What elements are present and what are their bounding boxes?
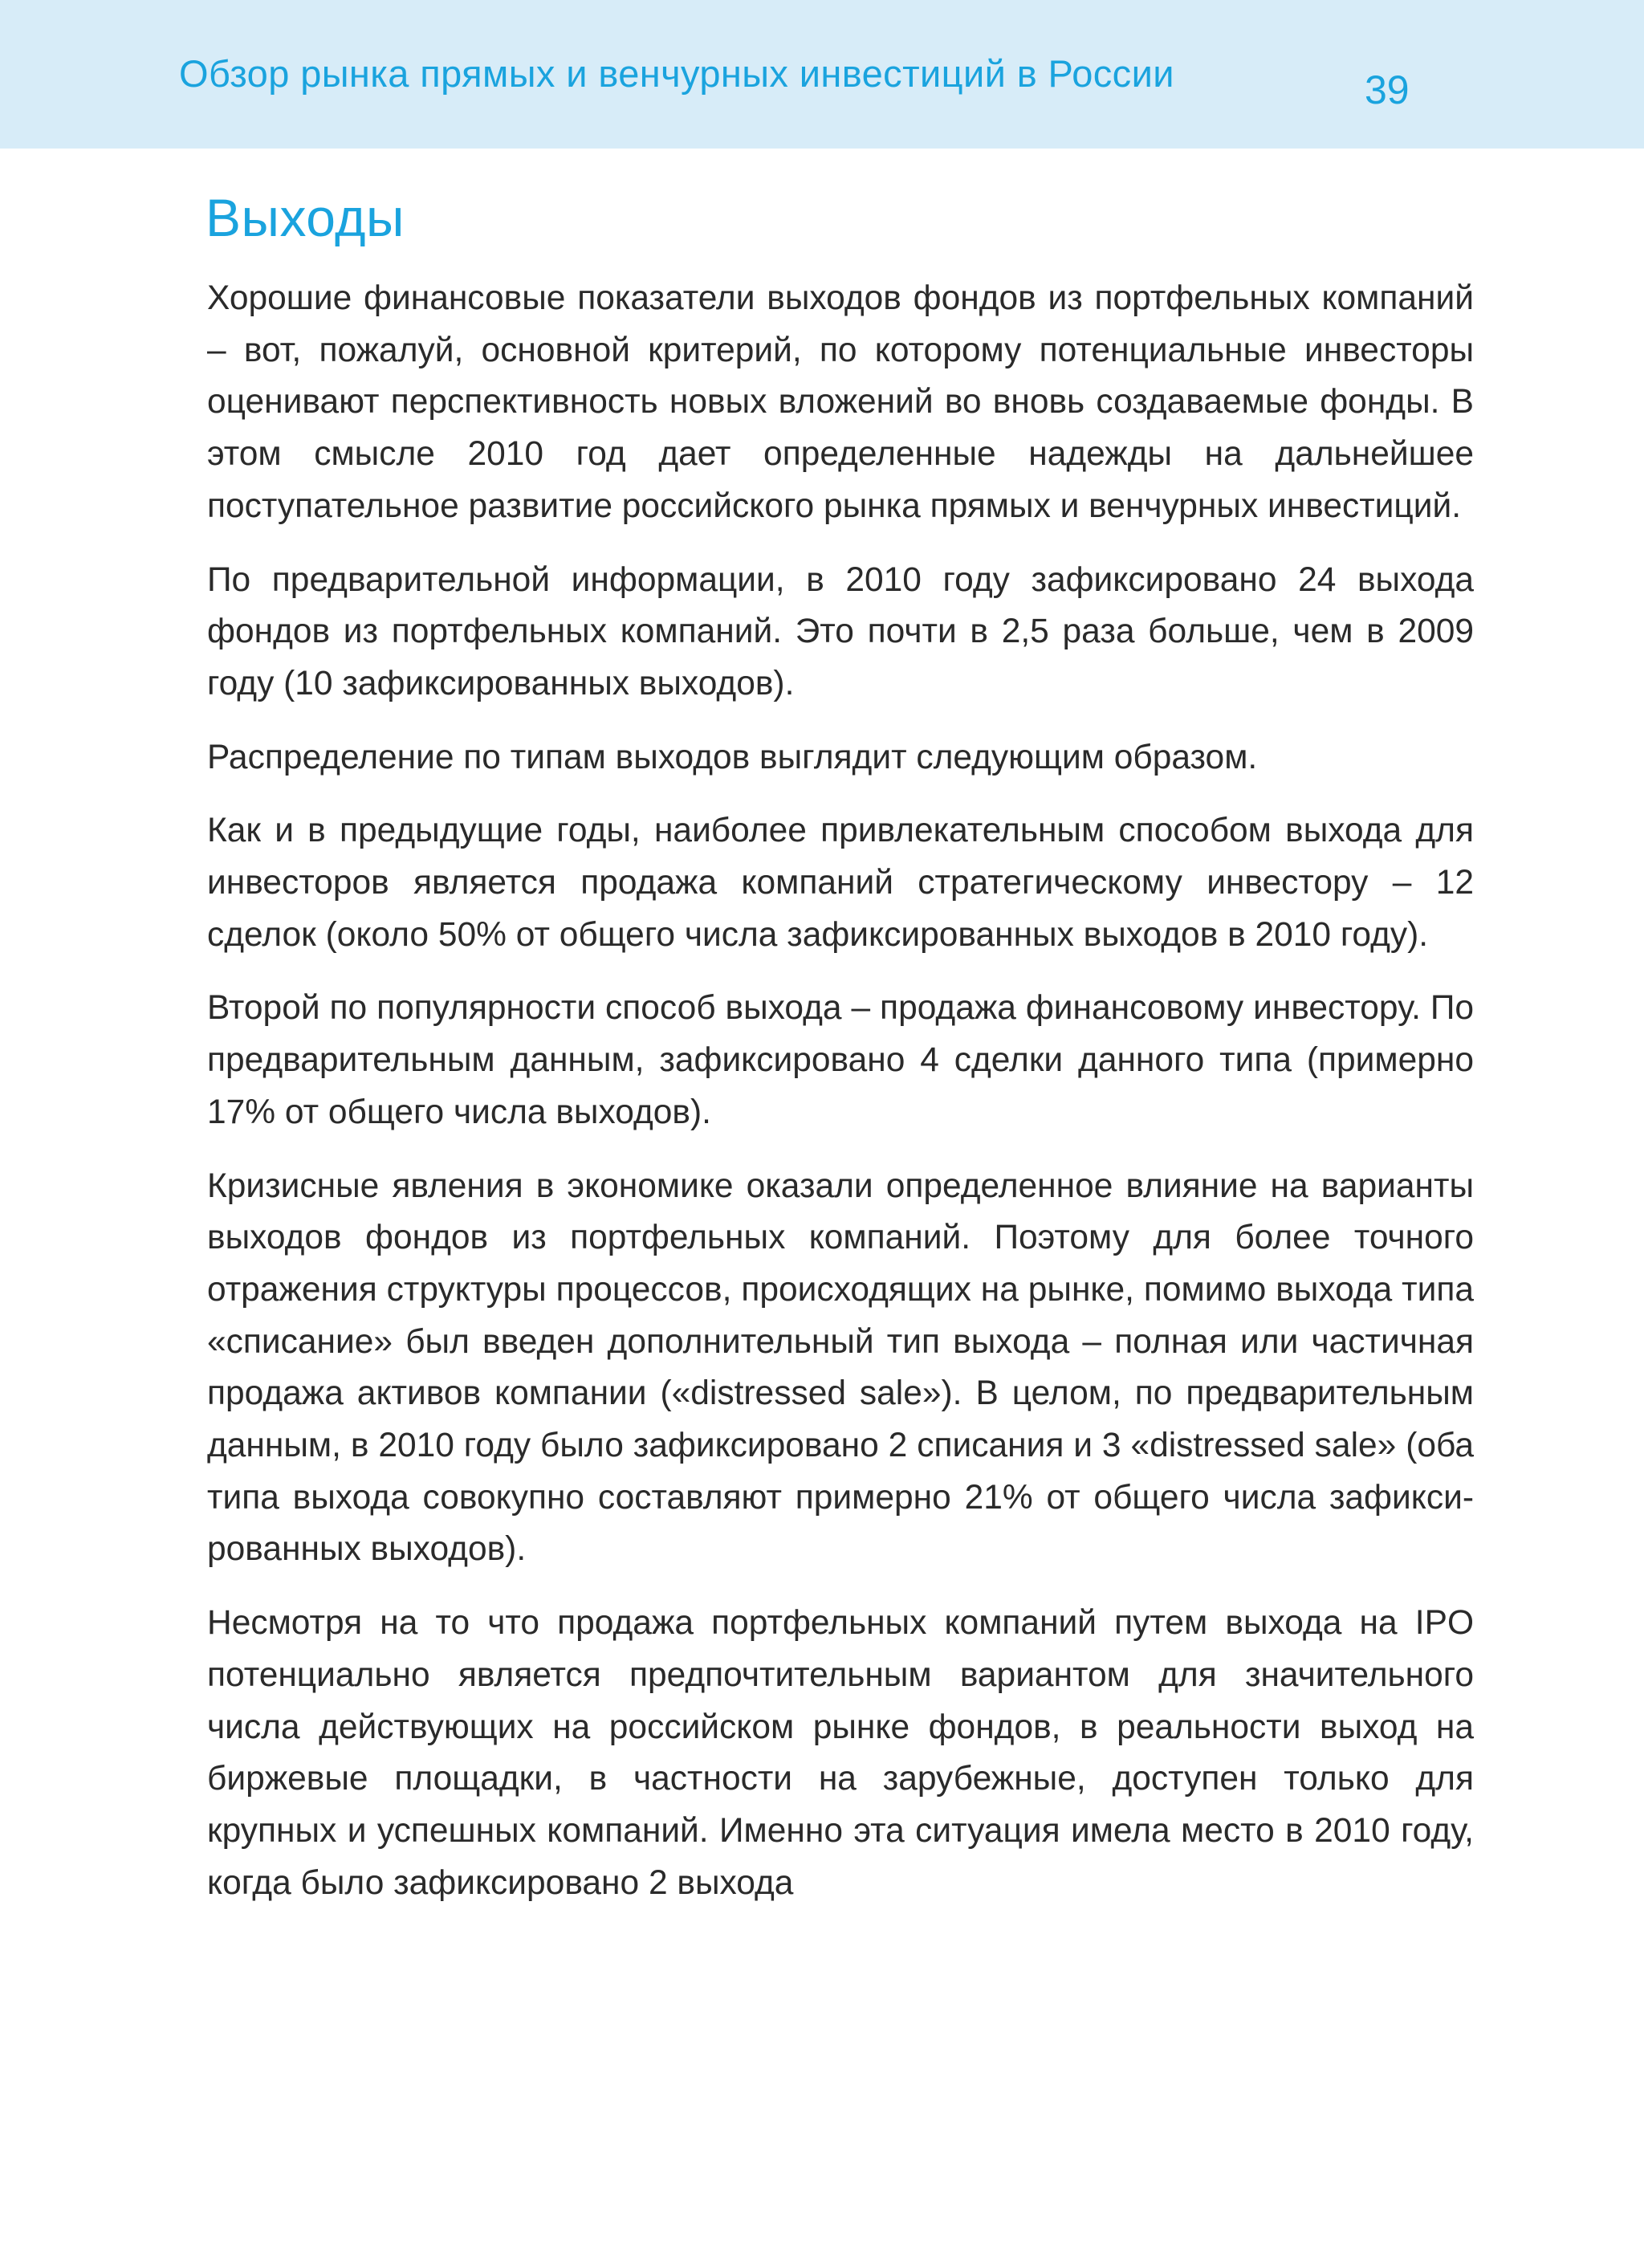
paragraph-2: По предварительной информации, в 2010 году зафиксировано 24 выхода фондов из портфельных компаний. Это почти в 2,5 раза больше, чем в 2009 году (10 зафиксированных выходов). <box>207 560 1474 702</box>
page-number: 39 <box>1365 67 1410 112</box>
paragraph-3: Распределение по типам выходов выглядит следующим образом. <box>207 738 1258 776</box>
paragraph-1: Хорошие финансовые показатели выходов фондов из портфельных компаний – вот, пожалуй, основной критерий, по которому потенциальные инвесторы оценивают перспективность новых вложений во вновь создаваемые фонды. В этом смысле 2010 год дает определенные надежды на дальнейшее поступательное развитие российского рынка прямых и венчурных инвестиций. <box>207 279 1474 525</box>
paragraph-4: Как и в предыдущие годы, наиболее привлекательным способом выхода для инвесторов является продажа компаний стратегическому инвестору – 12 сделок (около 50% от общего числа зафиксированных выходов в 2010 году). <box>207 812 1474 954</box>
paragraph-6: Кризисные явления в экономике оказали определенное влияние на варианты выходов фондов из портфельных компаний. Поэтому для более точного отражения структуры процессов, происходящих на рынке, помимо выхода типа «списание» был введен дополнительный тип выхода – полная или частичная продажа активов компании («distressed sale»). В целом, по предварительным данным, в 2010 году было зафиксировано 2 списания и 3 «distressed sale» (оба типа выхода совокупно составляют примерно 21% от общего числа зафиксированных выходов). <box>207 1167 1474 1569</box>
running-title: Обзор рынка прямых и венчурных инвестиций в России <box>179 52 1174 95</box>
paragraph-7: Несмотря на то что продажа портфельных компаний путем выхода на IPO потенциально является предпочтительным вариантом для значительного числа действующих на российском рынке фондов, в реальности выход на биржевые площадки, в частности на зарубежные, доступен только для крупных и успешных компаний. Именно эта ситуация имела место в 2010 году, когда было зафиксировано 2 выхода <box>207 1604 1474 1902</box>
body-text <box>207 273 1474 1931</box>
section-heading: Выходы <box>206 188 405 247</box>
paragraph-5: Второй по популярности способ выхода – продажа финансовому инвестору. По предварительным данным, зафиксировано 4 сделки данного типа (примерно 17% от общего числа выходов). <box>207 989 1474 1131</box>
header-band <box>0 0 1644 149</box>
